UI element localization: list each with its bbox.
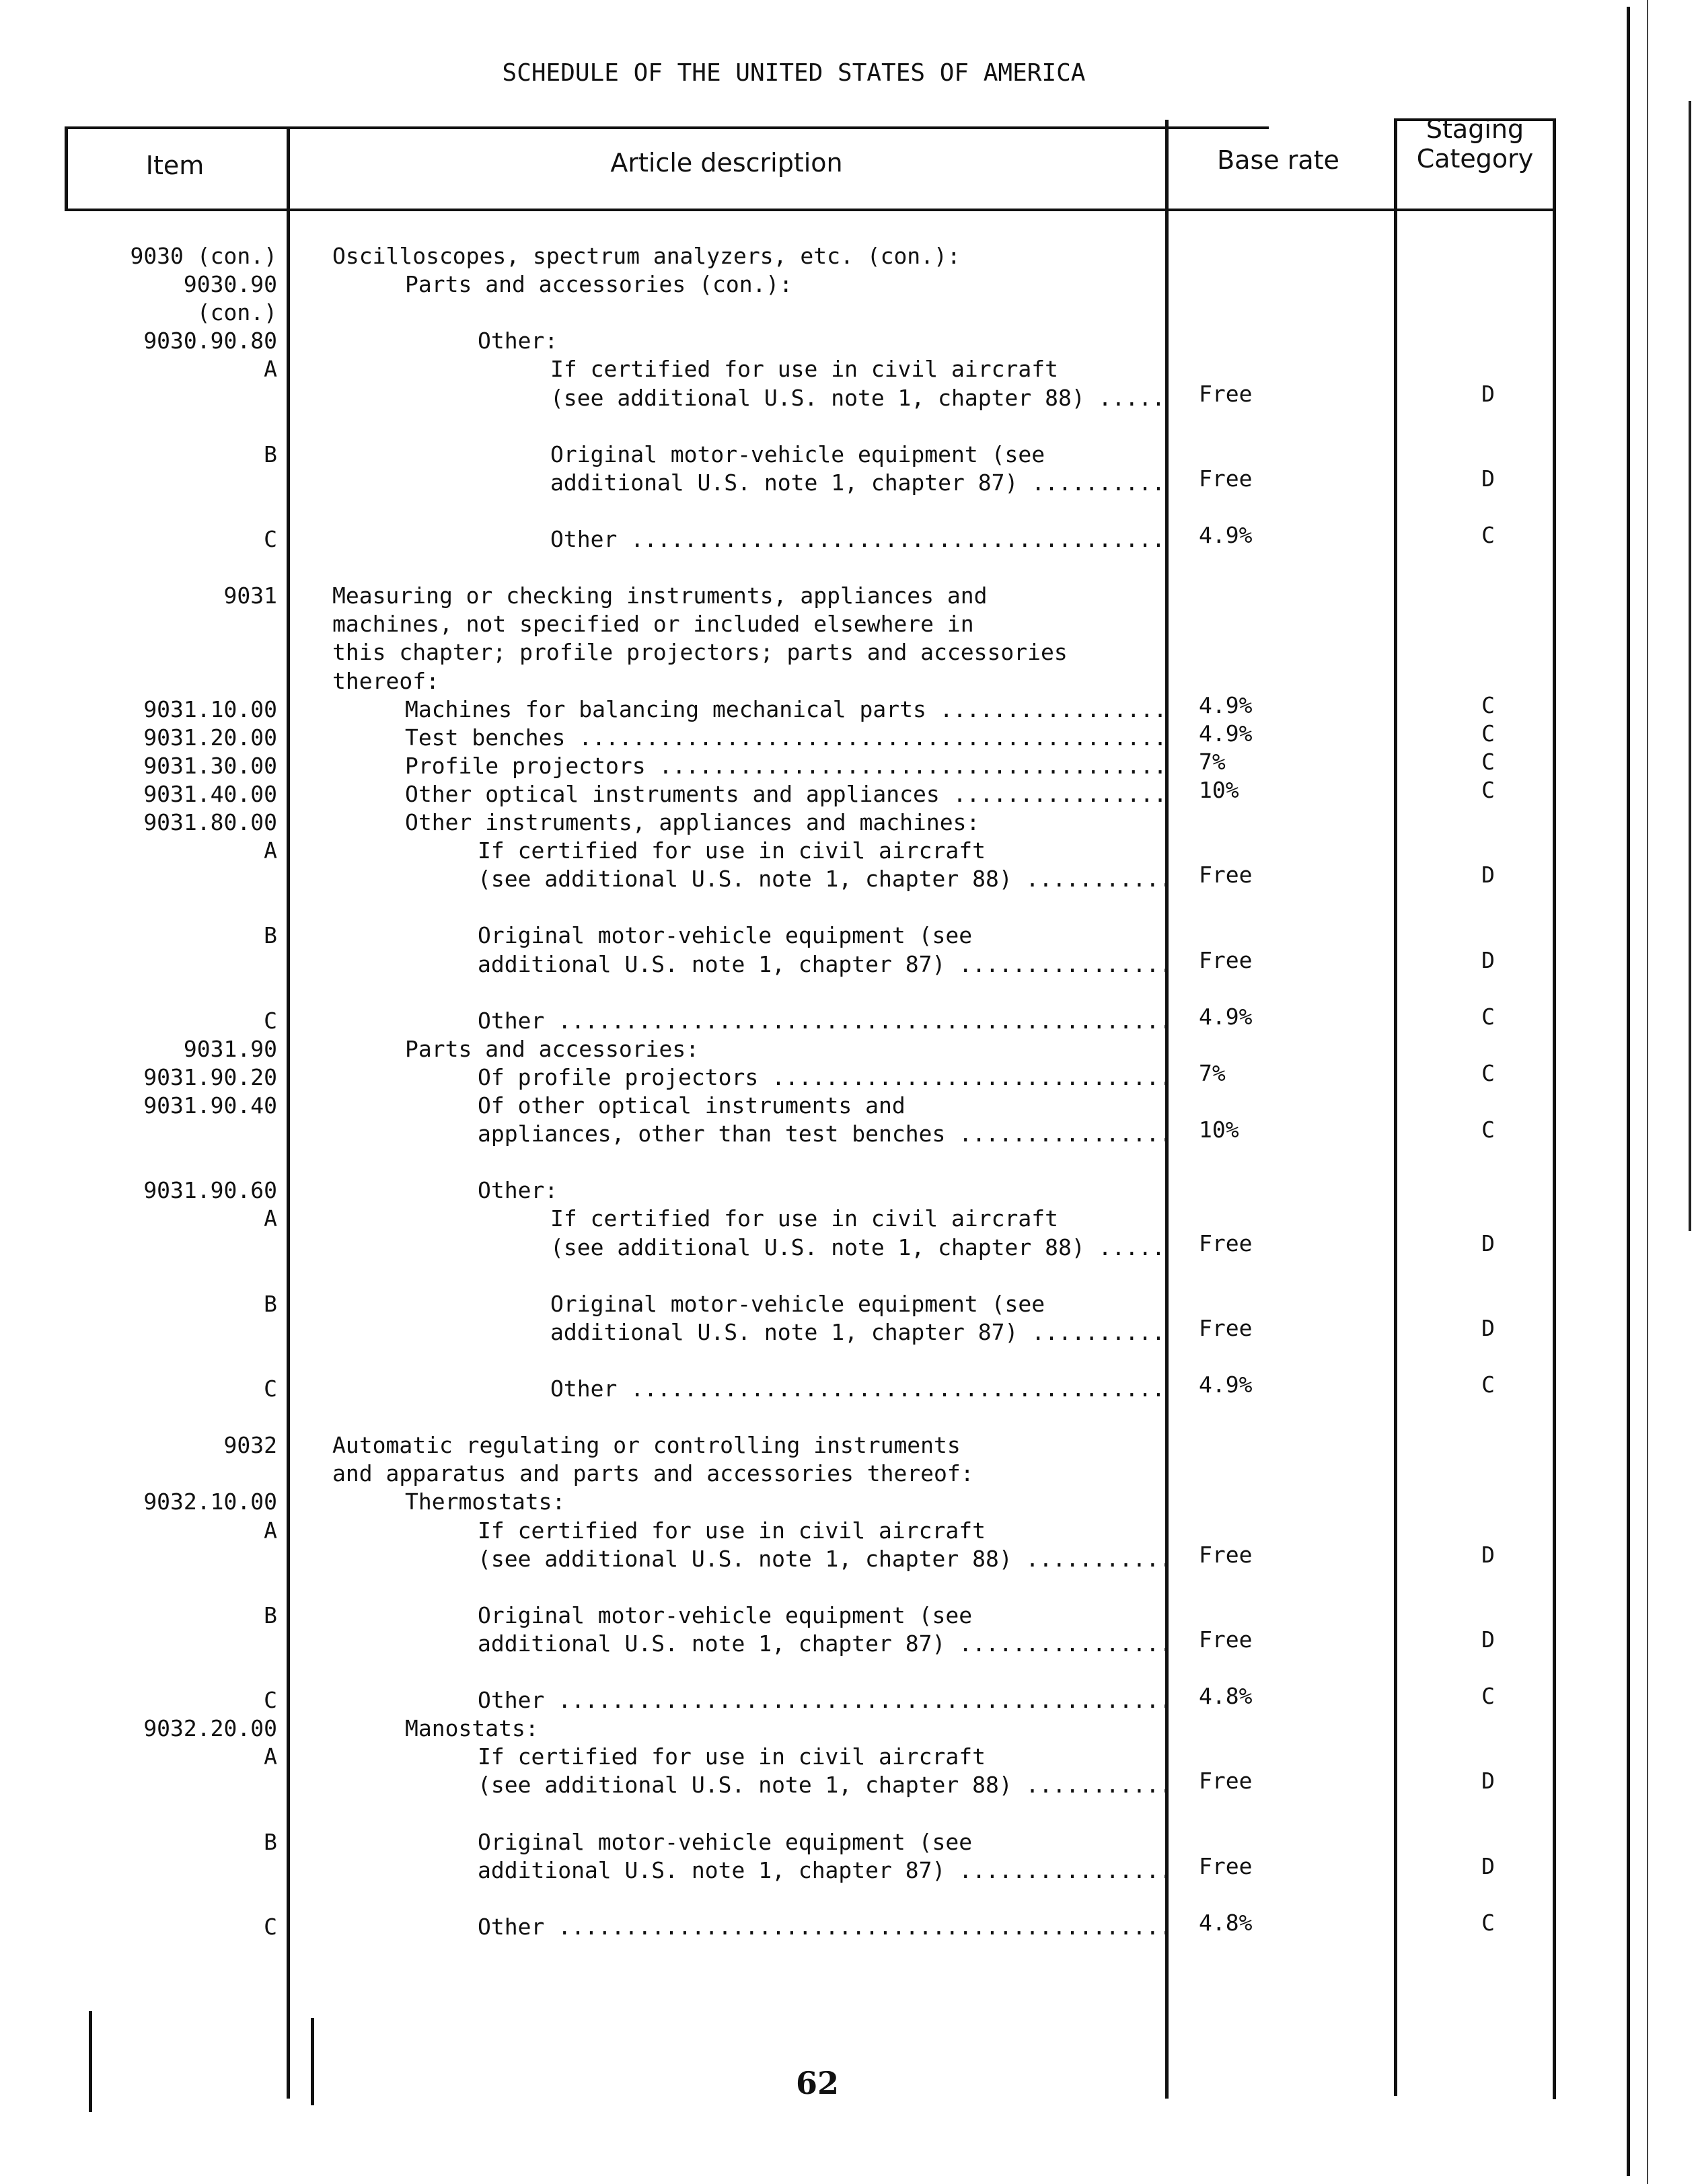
staging-category: C (1481, 1117, 1495, 1143)
item-number: 9031.10.00 (143, 695, 277, 722)
table-row (0, 610, 1700, 638)
table-row (0, 1909, 1700, 1941)
article-description: Machines for balancing mechanical parts ..... (405, 695, 1169, 724)
item-number: A (264, 356, 277, 383)
table-row (0, 554, 1700, 582)
item-number: 9031.90 (183, 1035, 277, 1062)
table-row (0, 1148, 1700, 1176)
header-staging-line2: Category (1416, 144, 1534, 174)
table-row (0, 691, 1700, 724)
base-rate: 4.9% (1199, 691, 1253, 718)
item-number: C (264, 1913, 277, 1940)
table-row (0, 465, 1700, 497)
article-description: additional U.S. note 1, chapter 87) ..... (478, 1630, 1169, 1658)
page-edge-mark (1689, 101, 1691, 1231)
item-number: (con.) (196, 299, 277, 326)
item-number: B (264, 922, 277, 949)
table-row (0, 1541, 1700, 1573)
article-description: this chapter; profile projectors; parts and accessories (332, 639, 1068, 666)
article-description: appliances, other than test benches ..... (478, 1120, 1169, 1148)
staging-category: D (1481, 1852, 1495, 1879)
header-description: Article description (610, 148, 843, 178)
item-number: 9031.80.00 (143, 809, 277, 835)
article-description: (see additional U.S. note 1, chapter 88) ..... (550, 384, 1169, 412)
article-description: Original motor-vehicle equipment (see (550, 1290, 1045, 1317)
table-row (0, 1768, 1700, 1799)
page-number: 62 (795, 2065, 839, 2101)
article-description: (see additional U.S. note 1, chapter 88) ..... (478, 1771, 1169, 1799)
page-title: SCHEDULE OF THE UNITED STATES OF AMERICA (502, 59, 1086, 87)
header-base-rate: Base rate (1217, 145, 1339, 175)
article-description: Other ..... (478, 1007, 1169, 1035)
article-description: Other: (478, 1177, 558, 1204)
article-description: If certified for use in civil aircraft (550, 356, 1058, 383)
article-description: Original motor-vehicle equipment (see (478, 922, 973, 949)
table-row (0, 355, 1700, 383)
article-description: Parts and accessories (con.): (405, 271, 793, 298)
staging-category: D (1481, 1768, 1495, 1795)
table-row (0, 1371, 1700, 1403)
base-rate: Free (1199, 1852, 1253, 1879)
table-row (0, 921, 1700, 950)
table-row (0, 441, 1700, 469)
table-row (0, 1517, 1700, 1545)
article-description: If certified for use in civil aircraft (478, 837, 986, 864)
table-row (0, 327, 1700, 355)
base-rate: Free (1199, 1314, 1253, 1341)
article-description: additional U.S. note 1, chapter 87) ..... (550, 1318, 1169, 1347)
table-row (0, 1683, 1700, 1715)
table-row (0, 837, 1700, 865)
base-rate: 4.9% (1199, 522, 1253, 548)
article-description: Test benches ..... (405, 724, 1169, 752)
staging-category: C (1481, 748, 1495, 775)
table-row (0, 299, 1700, 327)
table-row (0, 776, 1700, 808)
header-staging-line1: Staging (1426, 114, 1524, 144)
article-description: and apparatus and parts and accessories thereof: (332, 1460, 974, 1487)
article-description: If certified for use in civil aircraft (550, 1205, 1058, 1232)
table-row (0, 270, 1700, 299)
article-description: Parts and accessories: (405, 1035, 700, 1062)
item-number: C (264, 1376, 277, 1402)
item-number: 9032.10.00 (143, 1489, 277, 1515)
article-description: Of profile projectors ..... (478, 1063, 1169, 1092)
item-number: 9030.90 (183, 271, 277, 298)
table-row (0, 946, 1700, 979)
staging-category: C (1481, 522, 1495, 548)
base-rate: 10% (1199, 1117, 1239, 1143)
table-row (0, 1035, 1700, 1063)
page-edge-line-thin (1647, 0, 1648, 2184)
item-number: C (264, 526, 277, 552)
base-rate: 7% (1199, 748, 1226, 775)
table-row (0, 242, 1700, 270)
table-row (0, 1262, 1700, 1290)
table-row (0, 1314, 1700, 1347)
staging-category: D (1481, 380, 1495, 407)
table-row (0, 1626, 1700, 1658)
staging-category: D (1481, 862, 1495, 889)
col-rule-left (65, 126, 68, 211)
article-description: Other ..... (478, 1686, 1169, 1715)
table-row (0, 582, 1700, 610)
base-rate: Free (1199, 1768, 1253, 1795)
article-description: Other: (478, 328, 558, 354)
article-description: Original motor-vehicle equipment (see (478, 1828, 973, 1855)
article-description: (see additional U.S. note 1, chapter 88) ..... (478, 1545, 1169, 1573)
table-top-rule (65, 126, 1269, 129)
item-number: 9031.40.00 (143, 780, 277, 807)
table-row (0, 1092, 1700, 1120)
page-edge-line (1627, 7, 1630, 2176)
staging-category: D (1481, 465, 1495, 492)
article-description: Original motor-vehicle equipment (see (478, 1602, 973, 1628)
table-row (0, 1059, 1700, 1092)
staging-category: D (1481, 1230, 1495, 1256)
article-description: additional U.S. note 1, chapter 87) ..... (478, 950, 1169, 979)
base-rate: Free (1199, 1541, 1253, 1568)
staging-category: C (1481, 720, 1495, 747)
table-row (0, 380, 1700, 412)
base-rate: Free (1199, 465, 1253, 492)
staging-category: C (1481, 1909, 1495, 1936)
table-row (0, 522, 1700, 554)
table-row (0, 808, 1700, 837)
article-description: Other ..... (550, 1375, 1169, 1403)
article-description: Measuring or checking instruments, appliances and (332, 582, 988, 609)
table-row (0, 1230, 1700, 1262)
base-rate: 4.9% (1199, 1003, 1253, 1030)
item-number: 9031 (223, 582, 277, 609)
table-row (0, 1885, 1700, 1913)
article-description: Profile projectors ..... (405, 752, 1169, 780)
table-row (0, 862, 1700, 893)
item-number: 9030.90.80 (143, 328, 277, 354)
table-row (0, 1176, 1700, 1205)
staging-category: C (1481, 691, 1495, 718)
table-row (0, 1715, 1700, 1743)
base-rate: 4.9% (1199, 1371, 1253, 1398)
item-number: 9031.90.20 (143, 1063, 277, 1090)
table-row (0, 1403, 1700, 1431)
table-row (0, 1743, 1700, 1771)
table-row (0, 638, 1700, 667)
article-description: Other instruments, appliances and machines: (405, 809, 980, 835)
table-row (0, 1800, 1700, 1828)
table-row (0, 1828, 1700, 1856)
header-item: Item (145, 151, 205, 180)
base-rate: 4.8% (1199, 1683, 1253, 1710)
article-description: If certified for use in civil aircraft (478, 1743, 986, 1770)
item-number: 9031.90.60 (143, 1177, 277, 1204)
base-rate: 7% (1199, 1059, 1226, 1086)
item-number: C (264, 1687, 277, 1714)
table-row (0, 412, 1700, 441)
article-description: If certified for use in civil aircraft (478, 1517, 986, 1544)
table-row (0, 1347, 1700, 1375)
article-description: Other optical instruments and appliances ..... (405, 780, 1169, 808)
table-row (0, 667, 1700, 695)
article-description: (see additional U.S. note 1, chapter 88) ..... (550, 1234, 1169, 1262)
article-description: Automatic regulating or controlling instruments (332, 1432, 961, 1459)
staging-category: C (1481, 1003, 1495, 1030)
base-rate: Free (1199, 380, 1253, 407)
table-row (0, 1602, 1700, 1630)
item-number: A (264, 837, 277, 864)
table-row (0, 720, 1700, 752)
staging-category: D (1481, 1626, 1495, 1653)
item-number: 9031.30.00 (143, 752, 277, 779)
item-number: B (264, 1602, 277, 1628)
table-row (0, 1431, 1700, 1460)
table-row (0, 979, 1700, 1007)
article-description: machines, not specified or included elsewhere in (332, 611, 974, 638)
base-rate: Free (1199, 862, 1253, 889)
item-number: B (264, 1290, 277, 1317)
table-row (0, 1117, 1700, 1148)
table-row (0, 1205, 1700, 1233)
article-description: thereof: (332, 667, 439, 694)
table-row (0, 1852, 1700, 1885)
staging-category: C (1481, 776, 1495, 803)
article-description: (see additional U.S. note 1, chapter 88) ..... (478, 865, 1169, 893)
article-description: Original motor-vehicle equipment (see (550, 441, 1045, 467)
base-rate: 4.8% (1199, 1909, 1253, 1936)
article-description: Of other optical instruments and (478, 1092, 906, 1119)
table-row (0, 1488, 1700, 1516)
staging-category: C (1481, 1683, 1495, 1710)
item-number: B (264, 1828, 277, 1855)
article-description: Manostats: (405, 1715, 539, 1742)
article-description: additional U.S. note 1, chapter 87) ..... (478, 1856, 1169, 1885)
base-rate: 10% (1199, 776, 1239, 803)
item-number: A (264, 1517, 277, 1544)
base-rate: 4.9% (1199, 720, 1253, 747)
item-number: A (264, 1205, 277, 1232)
table-row (0, 497, 1700, 525)
article-description: Oscilloscopes, spectrum analyzers, etc. (con.): (332, 243, 961, 269)
article-description: Other ..... (478, 1913, 1169, 1941)
staging-category: D (1481, 1541, 1495, 1568)
item-number: 9031.20.00 (143, 724, 277, 751)
table-row (0, 1460, 1700, 1488)
table-row (0, 1573, 1700, 1602)
table-row (0, 1003, 1700, 1035)
staging-category: D (1481, 1314, 1495, 1341)
table-row (0, 748, 1700, 780)
item-number: 9030 (con.) (130, 243, 277, 269)
article-description: Thermostats: (405, 1489, 566, 1515)
article-description: Other ..... (550, 525, 1169, 554)
table-row (0, 893, 1700, 921)
item-number: C (264, 1007, 277, 1034)
item-number: 9032.20.00 (143, 1715, 277, 1742)
header-staging (1399, 114, 1551, 174)
table-row (0, 1658, 1700, 1686)
staging-category: C (1481, 1059, 1495, 1086)
item-number: 9031.90.40 (143, 1092, 277, 1119)
staging-category: C (1481, 1371, 1495, 1398)
base-rate: Free (1199, 1626, 1253, 1653)
table-row (0, 1290, 1700, 1318)
item-number: 9032 (223, 1432, 277, 1459)
item-number: B (264, 441, 277, 467)
item-number: A (264, 1743, 277, 1770)
base-rate: Free (1199, 946, 1253, 973)
article-description: additional U.S. note 1, chapter 87) ..... (550, 469, 1169, 497)
staging-category: D (1481, 946, 1495, 973)
base-rate: Free (1199, 1230, 1253, 1256)
